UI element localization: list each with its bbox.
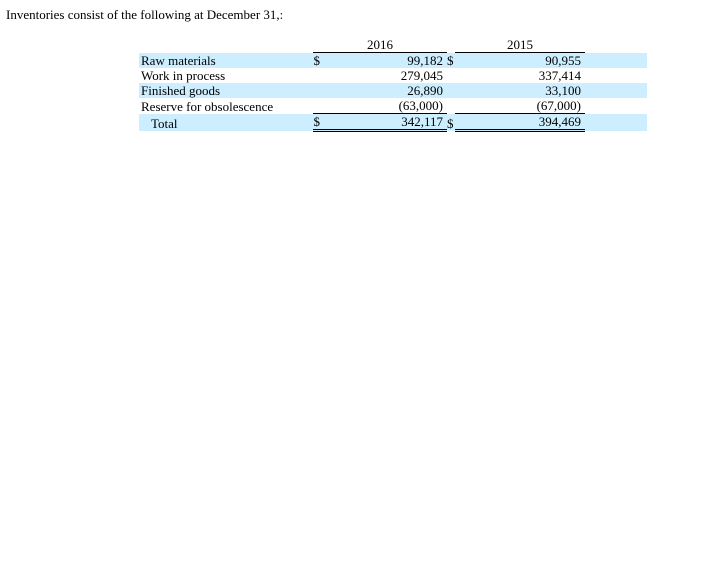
value-2016: 99,182 xyxy=(323,53,447,69)
value-2015: 90,955 xyxy=(465,53,585,69)
inventory-table xyxy=(139,37,647,132)
total-2015: 394,469 xyxy=(465,114,585,131)
table-row-work-in-process xyxy=(139,68,647,83)
row-label: Work in process xyxy=(141,68,226,83)
value-2016: (63,000) xyxy=(323,98,447,114)
total-label: Total xyxy=(139,114,313,131)
currency-symbol: $ xyxy=(447,115,454,131)
row-label: Reserve for obsolescence xyxy=(141,98,274,114)
value-2015: 337,414 xyxy=(538,68,581,83)
table-row-total xyxy=(139,114,647,131)
currency-symbol: $ xyxy=(313,53,323,69)
table-row-raw-materials xyxy=(139,53,647,69)
row-label: Raw materials xyxy=(139,53,313,69)
value-2015: 33,100 xyxy=(465,83,585,98)
table-row-reserve-obsolescence xyxy=(139,98,647,114)
row-label: Finished goods xyxy=(139,83,313,98)
year-header-2015: 2015 xyxy=(455,37,585,53)
inventory-table-container xyxy=(139,37,647,132)
year-header-2016: 2016 xyxy=(313,37,447,53)
value-2016: 26,890 xyxy=(323,83,447,98)
table-row-finished-goods xyxy=(139,83,647,98)
value-2015: (67,000) xyxy=(465,98,585,114)
intro-text: Inventories consist of the following at December 31,: xyxy=(6,7,284,22)
total-2016: 342,117 xyxy=(323,114,447,131)
currency-symbol: $ xyxy=(313,114,323,131)
header-row xyxy=(139,37,647,53)
value-2016: 279,045 xyxy=(400,68,443,83)
currency-symbol: $ xyxy=(447,53,454,68)
